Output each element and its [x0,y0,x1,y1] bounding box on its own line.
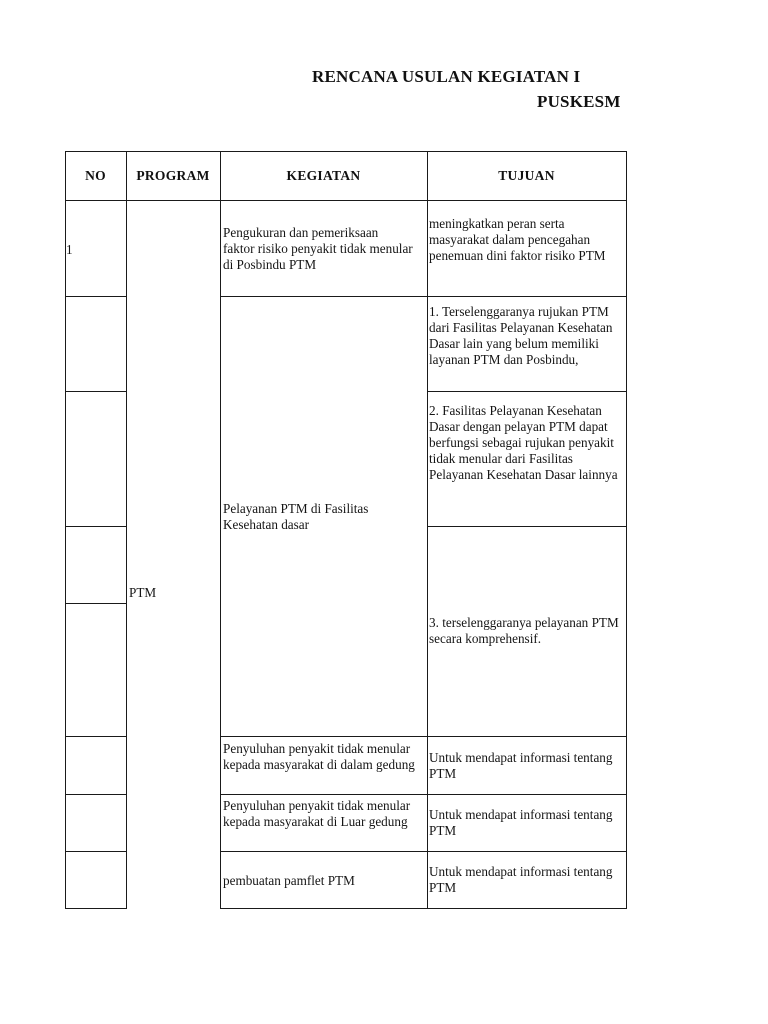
tujuan-cell: Untuk mendapat informasi tentang PTM [429,864,613,895]
kegiatan-cell: pembuatan pamflet PTM [223,873,355,888]
header-no: NO [85,168,106,183]
row-divider [65,794,126,795]
row-divider [65,603,126,604]
row-divider [427,391,626,392]
column-divider [626,151,627,909]
column-divider [427,151,428,909]
row-divider [65,391,126,392]
row-divider [220,296,626,297]
row-divider [65,526,126,527]
header-kegiatan: KEGIATAN [286,168,361,183]
column-divider [126,151,127,909]
document-title-line-2: PUSKESM [537,92,621,111]
row-number: 1 [66,242,73,257]
tujuan-cell: 3. terselenggaranya pelayanan PTM secara komprehensif. [429,615,619,646]
tujuan-cell: Untuk mendapat informasi tentang PTM [429,750,613,781]
row-divider [220,736,626,737]
column-divider [220,151,221,909]
tujuan-cell: 1. Terselenggaranya rujukan PTM dari Fasilitas Pelayanan Kesehatan Dasar lain yang belum memiliki layanan PTM dan Posbindu, [429,304,613,367]
tujuan-cell: meningkatkan peran serta masyarakat dalam pencegahan penemuan dini faktor risiko PTM [429,216,606,263]
row-divider [427,526,626,527]
kegiatan-cell: Pengukuran dan pemeriksaan faktor risiko penyakit tidak menular di Posbindu PTM [223,225,413,272]
row-divider [65,296,126,297]
program-name: PTM [129,585,157,600]
kegiatan-cell: Pelayanan PTM di Fasilitas Kesehatan dasar [223,501,369,532]
row-divider [65,851,126,852]
header-program: PROGRAM [136,168,210,183]
kegiatan-cell: Penyuluhan penyakit tidak menular kepada masyarakat di dalam gedung [223,741,415,772]
table-bottom-border [65,908,126,909]
table-border-top [65,151,626,152]
row-divider [65,736,126,737]
header-bottom-border [65,200,626,201]
row-divider [220,794,626,795]
document-title-line-1: RENCANA USULAN KEGIATAN I [312,67,581,86]
table-border-left [65,151,66,909]
row-divider [220,851,626,852]
header-tujuan: TUJUAN [498,168,555,183]
tujuan-cell: 2. Fasilitas Pelayanan Kesehatan Dasar dengan pelayan PTM dapat berfungsi sebagai rujukan penyakit tidak menular dari Fasilitas Pelayanan Kesehatan Dasar lainnya [429,403,618,482]
table-bottom-border [220,908,626,909]
tujuan-cell: Untuk mendapat informasi tentang PTM [429,807,613,838]
kegiatan-cell: Penyuluhan penyakit tidak menular kepada masyarakat di Luar gedung [223,798,411,829]
